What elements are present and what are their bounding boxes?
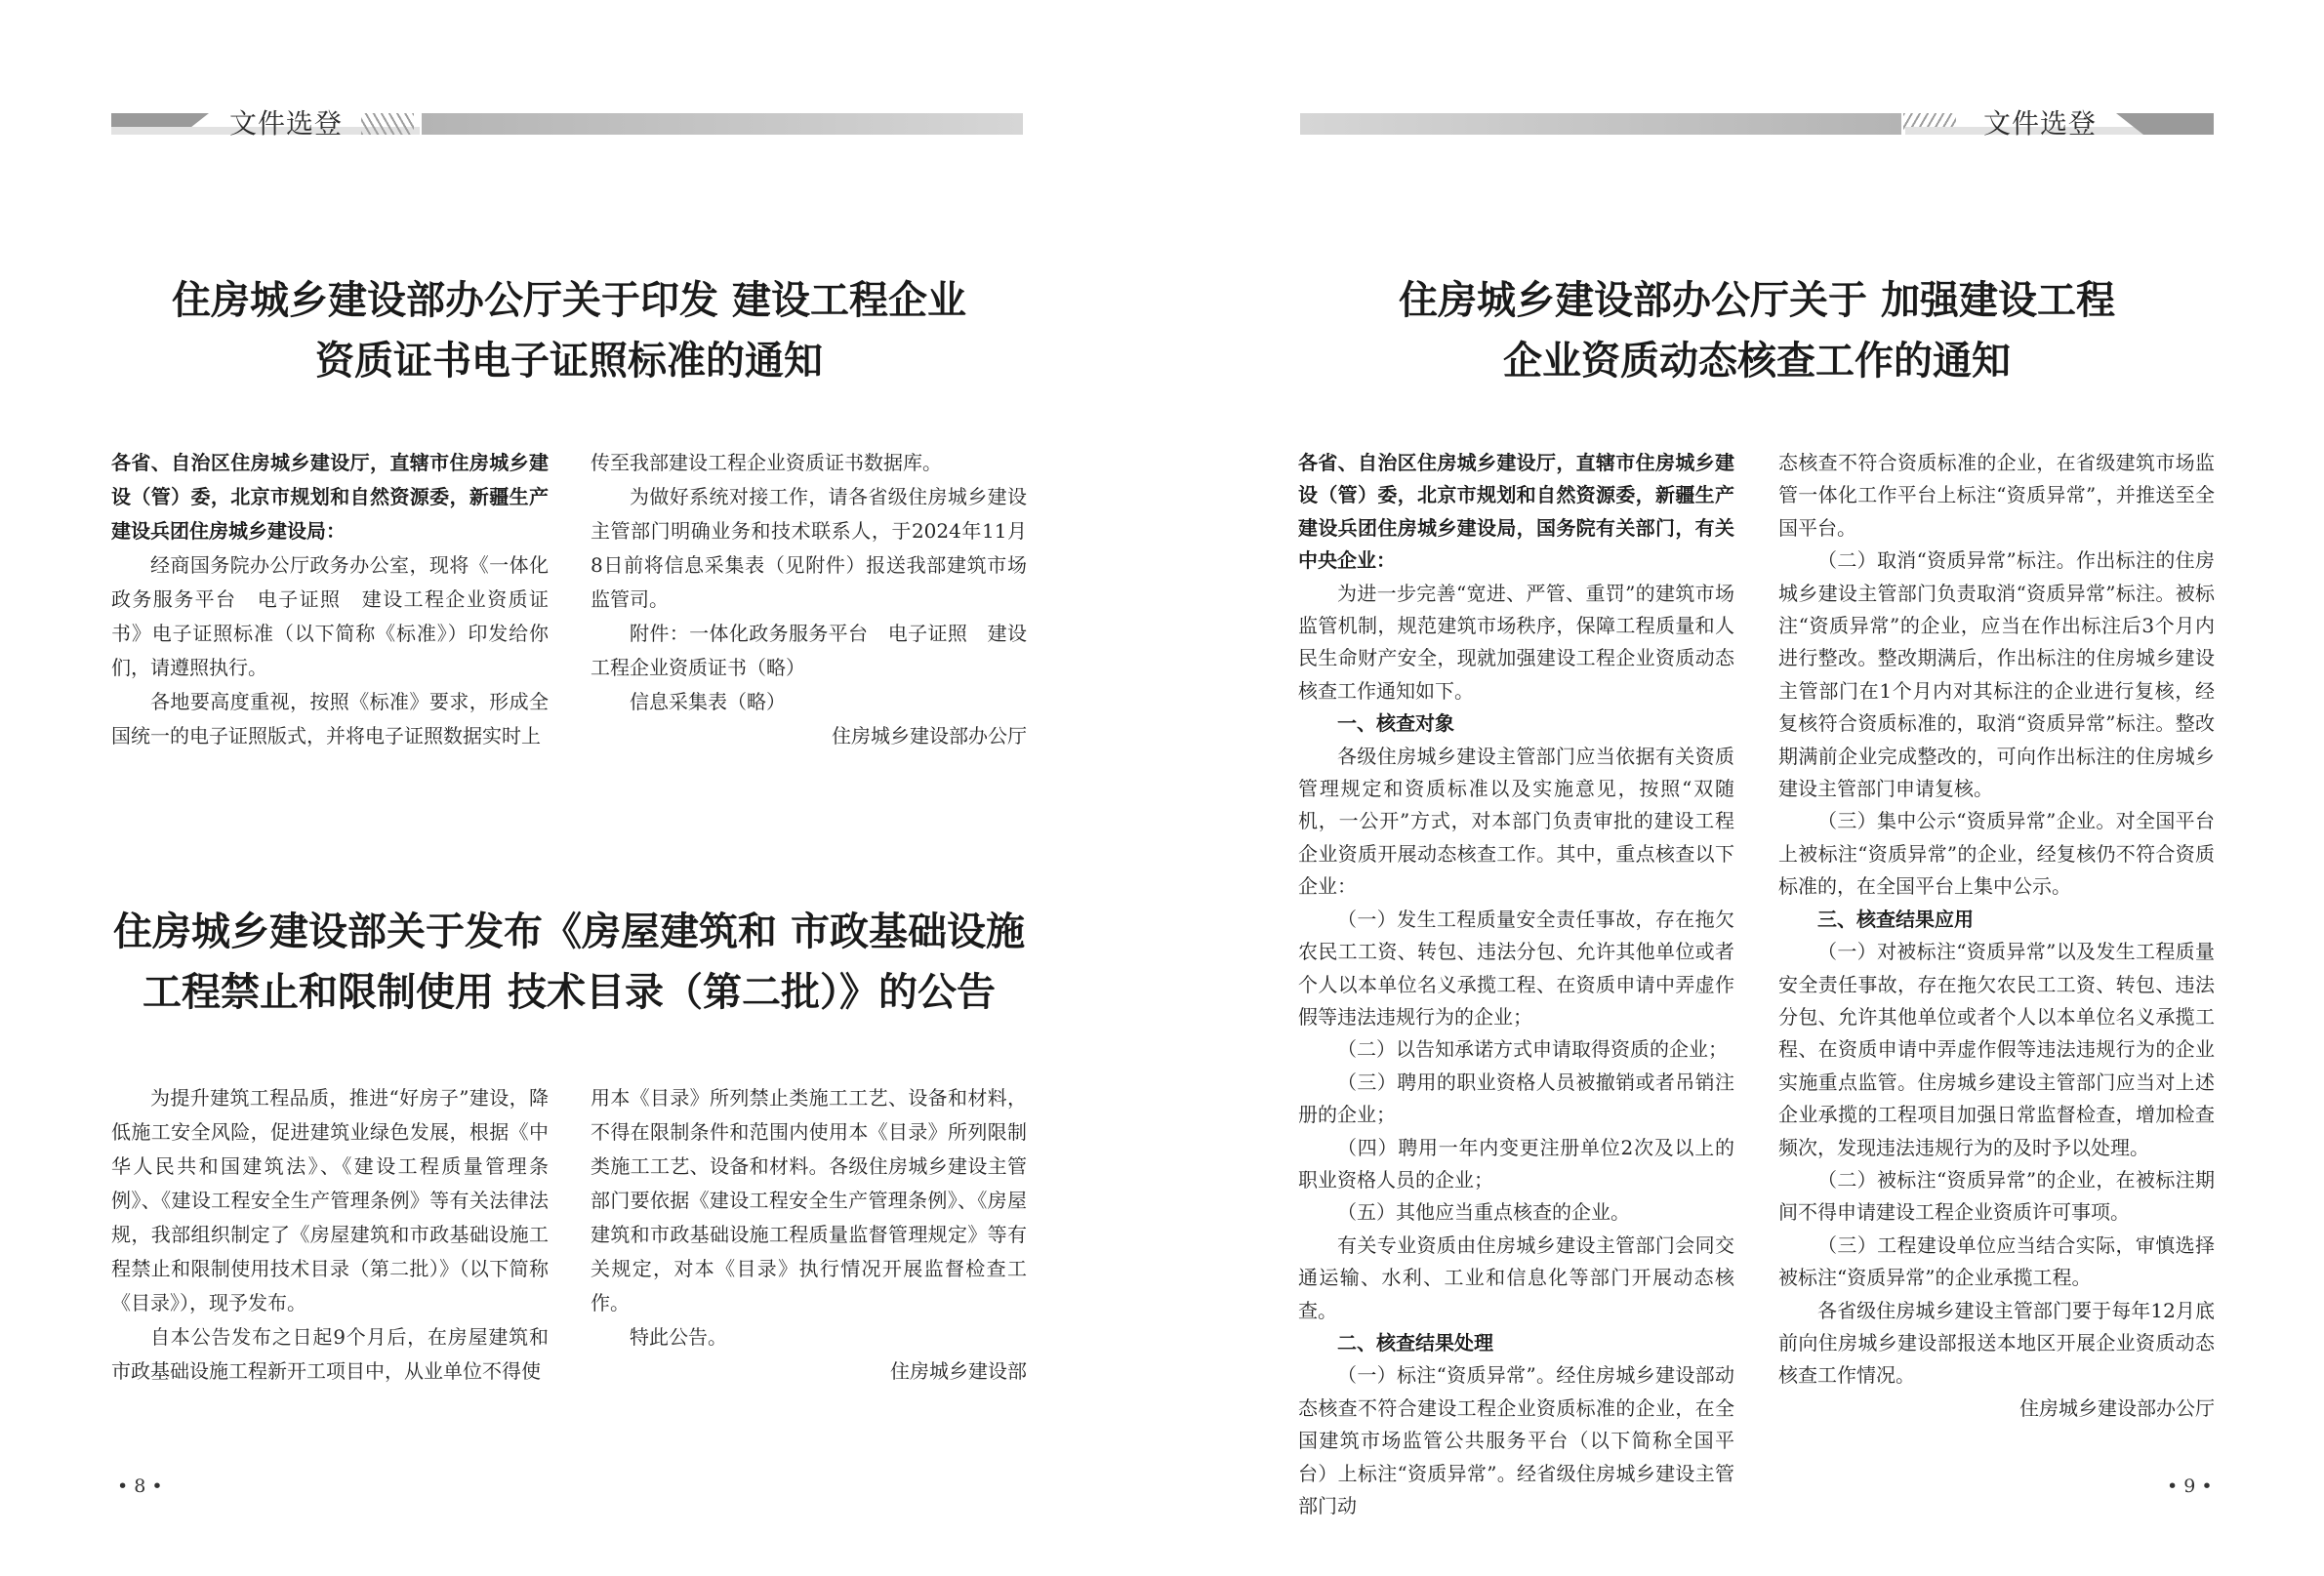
notice2-title-line: 工程禁止和限制使用 技术目录（第二批）》的公告 [143, 970, 996, 1015]
notice3-signature: 住房城乡建设部办公厅 [2019, 1395, 2215, 1420]
notice3-addressee: 各省、自治区住房城乡建设厅，直辖市住房城乡建设（管）委，北京市规划和自然资源委，新疆生产建设兵团住房城乡建设局，国务院有关部门，有关中央企业： [1298, 451, 1734, 573]
notice3-title [1298, 270, 2216, 391]
notice3-title-line: 企业资质动态核查工作的通知 [1503, 339, 2011, 384]
notice1-column-right [591, 446, 1027, 753]
notice3-list-item: （三）集中公示“资质异常”企业。对全国平台上被标注“资质异常”的企业，经复核仍不符合资质标准的，在全国平台上集中公示。 [1778, 809, 2215, 899]
notice3-title-line: 住房城乡建设部办公厅关于 加强建设工程 [1399, 278, 2115, 323]
notice3-section-heading: 二、核查结果处理 [1337, 1330, 1493, 1354]
notice1-attachment: 附件：一体化政务服务平台 电子证照 建设工程企业资质证书（略） [591, 622, 1027, 679]
notice2-paragraph: 特此公告。 [630, 1325, 727, 1349]
notice1-addressee: 各省、自治区住房城乡建设厅，直辖市住房城乡建设（管）委，北京市规划和自然资源委，新疆生产建设兵团住房城乡建设局： [111, 451, 549, 543]
notice3-column-right [1778, 447, 2215, 1425]
notice2-paragraph: 为提升建筑工程品质，推进“好房子”建设，降低施工安全风险，促进建筑业绿色发展，根据《中华人民共和国建筑法》、《建设工程质量管理条例》、《建设工程安全生产管理条例》等有关法律法规，我部组织制定了《房屋建筑和市政基础设施工程禁止和限制使用技术目录（第二批）》（以下简称《目录》），现予发布。 [111, 1086, 549, 1314]
right-page-number: • 9 • [2167, 1475, 2213, 1497]
notice1-paragraph: 为做好系统对接工作，请各省级住房城乡建设主管部门明确业务和技术联系人，于2024年11月8日前将信息采集表（见附件）报送我部建筑市场监管司。 [591, 485, 1027, 611]
section-label: 文件选登 [229, 107, 344, 140]
notice3-section-heading: 一、核查对象 [1337, 711, 1454, 736]
notice3-list-item: （二）以告知承诺方式申请取得资质的企业； [1337, 1037, 1728, 1062]
notice1-paragraph: 经商国务院办公厅政务办公室，现将《一体化政务服务平台 电子证照 建设工程企业资质证书》电子证照标准（以下简称《标准》）印发给你们，请遵照执行。 [111, 553, 549, 679]
notice2-paragraph-continued: 用本《目录》所列禁止类施工工艺、设备和材料，不得在限制条件和范围内使用本《目录》所列限制类施工工艺、设备和材料。各级住房城乡建设主管部门要依据《建设工程安全生产管理条例》、《房屋建筑和市政基础设施工程质量监督管理规定》等有关规定，对本《目录》执行情况开展监督检查工作。 [591, 1086, 1027, 1314]
notice3-section-heading: 三、核查结果应用 [1817, 907, 1974, 931]
notice1-column-left [111, 446, 549, 753]
notice3-paragraph: 各省级住房城乡建设主管部门要于每年12月底前向住房城乡建设部报送本地区开展企业资质动态核查工作情况。 [1778, 1298, 2215, 1388]
notice2-title [111, 902, 1027, 1023]
notice3-list-item: （一）对被标注“资质异常”以及发生工程质量安全责任事故，存在拖欠农民工工资、转包、违法分包、允许其他单位或者个人以本单位名义承揽工程、在资质申请中弄虚作假等违法违规行为的企业实施重点监管。住房城乡建设主管部门应当对上述企业承揽的工程项目加强日常监督检查，增加检查频次，发现违法违规行为的及时予以处理。 [1778, 940, 2215, 1159]
notice2-column-left [111, 1081, 549, 1389]
left-running-header [111, 107, 1025, 140]
notice1-signature: 住房城乡建设部办公厅 [832, 724, 1027, 748]
notice3-list-item: （四）聘用一年内变更注册单位2次及以上的职业资格人员的企业； [1298, 1135, 1734, 1192]
notice1-title [111, 270, 1027, 391]
right-running-header [1300, 107, 2214, 140]
notice3-column-left [1298, 447, 1734, 1522]
notice3-paragraph: 为进一步完善“宽进、严管、重罚”的建筑市场监管机制，规范建筑市场秩序，保障工程质量和人民生命财产安全，现就加强建设工程企业资质动态核查工作通知如下。 [1298, 581, 1734, 703]
notice2-paragraph: 自本公告发布之日起9个月后，在房屋建筑和市政基础设施工程新开工项目中，从业单位不得使 [111, 1325, 549, 1383]
notice1-paragraph-continued: 传至我部建设工程企业资质证书数据库。 [591, 451, 942, 474]
notice1-paragraph: 各地要高度重视，按照《标准》要求，形成全国统一的电子证照版式，并将电子证照数据实时上 [111, 690, 549, 748]
notice3-list-item: （二）被标注“资质异常”的企业，在被标注期间不得申请建设工程企业资质许可事项。 [1778, 1167, 2215, 1225]
notice3-list-item: （二）取消“资质异常”标注。作出标注的住房城乡建设主管部门负责取消“资质异常”标注。被标注“资质异常”的企业，应当在作出标注后3个月内进行整改。整改期满后，作出标注的住房城乡建设主管部门在1个月内对其标注的企业进行复核，经复核符合资质标准的，取消“资质异常”标注。整改期满前企业完成整改的，可向作出标注的住房城乡建设主管部门申请复核。 [1778, 548, 2215, 801]
notice3-paragraph-continued: 态核查不符合资质标准的企业，在省级建筑市场监管一体化工作平台上标注“资质异常”，并推送至全国平台。 [1778, 451, 2215, 540]
notice3-list-item: （一）发生工程质量安全责任事故，存在拖欠农民工工资、转包、违法分包、允许其他单位或者个人以本单位名义承揽工程、在资质申请中弄虚作假等违法违规行为的企业； [1298, 907, 1734, 1029]
left-page-number: • 8 • [117, 1475, 163, 1497]
notice3-list-item: （三）聘用的职业资格人员被撤销或者吊销注册的企业； [1298, 1070, 1734, 1127]
notice1-title-line: 住房城乡建设部办公厅关于印发 建设工程企业 [172, 278, 966, 323]
notice2-signature: 住房城乡建设部 [890, 1359, 1027, 1383]
notice2-title-line: 住房城乡建设部关于发布《房屋建筑和 市政基础设施 [113, 909, 1025, 954]
header-gray-bar [1300, 113, 1901, 135]
header-hatch-stripes [361, 113, 414, 135]
notice3-list-item: （一）标注“资质异常”。经住房城乡建设部动态核查不符合建设工程企业资质标准的企业，在全国建筑市场监管公共服务平台（以下简称全国平台）上标注“资质异常”。经省级住房城乡建设主管部门动 [1298, 1363, 1734, 1517]
notice3-list-item: （五）其他应当重点核查的企业。 [1337, 1200, 1630, 1225]
header-gray-bar [422, 113, 1023, 135]
notice1-attachment: 信息采集表（略） [630, 690, 786, 713]
section-label: 文件选登 [1983, 107, 2098, 140]
notice3-list-item: （三）工程建设单位应当结合实际，审慎选择被标注“资质异常”的企业承揽工程。 [1778, 1233, 2215, 1290]
notice3-paragraph: 有关专业资质由住房城乡建设主管部门会同交通运输、水利、工业和信息化等部门开展动态核查。 [1298, 1233, 1734, 1322]
notice3-paragraph: 各级住房城乡建设主管部门应当依据有关资质管理规定和资质标准以及实施意见，按照“双随机，一公开”方式，对本部门负责审批的建设工程企业资质开展动态核查工作。其中，重点核查以下企业： [1298, 744, 1734, 899]
notice1-title-line: 资质证书电子证照标准的通知 [315, 339, 823, 384]
notice2-column-right [591, 1081, 1027, 1389]
